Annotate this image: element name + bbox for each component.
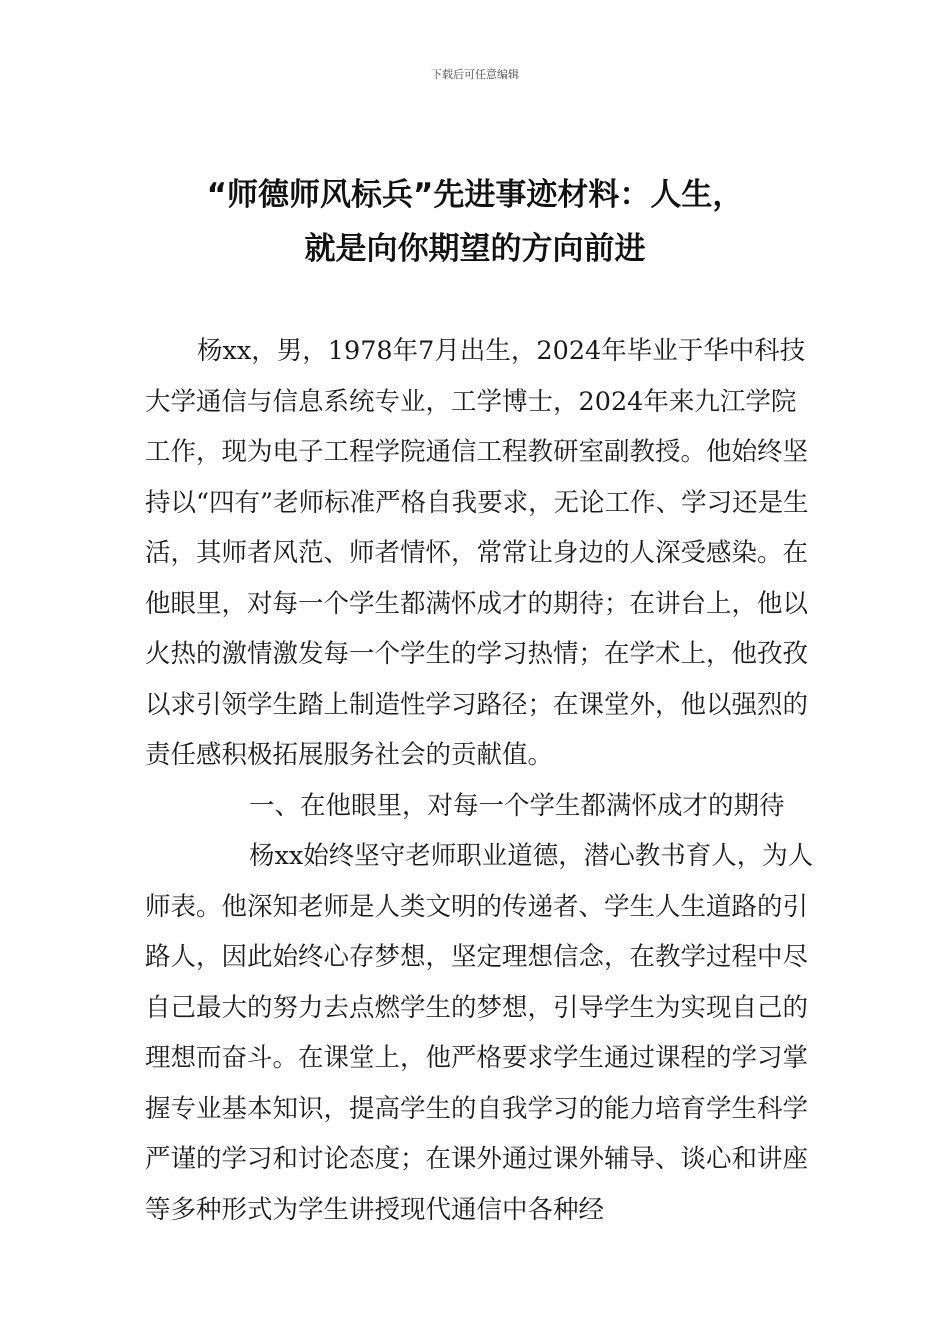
- title-line-2: 就是向你期望的方向前进: [304, 231, 646, 267]
- title-line-1: “师德师风标兵”先进事迹材料：人生，: [206, 177, 744, 213]
- paragraph-section-1: 杨xx始终坚守老师职业道德，潜心教书育人，为人师表。他深知老师是人类文明的传递者、学生人生道路的引路人，因此始终心存梦想，坚定理想信念，在教学过程中尽自己最大的努力去点燃学生的梦想，引导学生为实现自己的理想而奋斗。在课堂上，他严格要求学生通过课程的学习掌握专业基本知识，提高学生的自我学习的能力培育学生科学严谨的学习和讨论态度；在课外通过课外辅导、谈心和讲座等多种形式为学生讲授现代通信中各种经: [145, 841, 814, 1225]
- section-heading-1: 一、在他眼里，对每一个学生都满怀成才的期待: [249, 790, 785, 821]
- paragraph-intro: 杨xx，男，1978年7月出生，2024年毕业于华中科技大学通信与信息系统专业，工学博士，2024年来九江学院工作，现为电子工程学院通信工程教研室副教授。他始终坚持以“四有”老师标准严格自我要求，无论工作、学习还是生活，其师者风范、师者情怀，常常让身边的人深受感染。在他眼里，对每一个学生都满怀成才的期待；在讲台上，他以火热的激情激发每一个学生的学习热情；在学术上，他孜孜以求引领学生踏上制造性学习路径；在课堂外，他以强烈的责任感积极拓展服务社会的贡献值。: [145, 336, 809, 770]
- document-body: [145, 326, 815, 1235]
- page-header-note: 下载后可任意编辑: [431, 68, 519, 81]
- document-title: [100, 168, 850, 276]
